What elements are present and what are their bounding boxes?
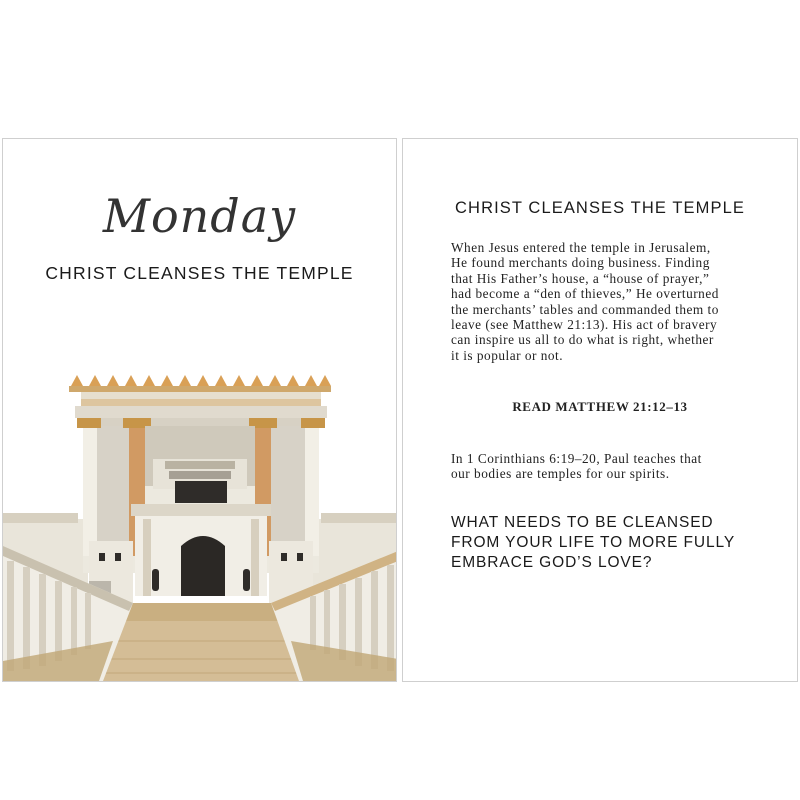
story-paragraph	[451, 240, 771, 363]
story-line: can inspire us all to do what is right, whether	[451, 332, 714, 348]
story-line: He found merchants doing business. Finding	[451, 255, 710, 271]
note-paragraph	[451, 451, 771, 482]
story-line: that His Father’s house, a “house of prayer,”	[451, 270, 710, 286]
note-line: our bodies are temples for our spirits.	[451, 466, 670, 482]
story-line: When Jesus entered the temple in Jerusalem,	[451, 240, 711, 255]
right-card	[402, 138, 798, 682]
note-line: In 1 Corinthians 6:19–20, Paul teaches that	[451, 451, 702, 466]
question-line: WHAT NEEDS TO BE CLEANSED	[451, 514, 714, 531]
question-line: EMBRACE GOD’S LOVE?	[451, 554, 653, 571]
story-line: had become a “den of thieves,” He overturned	[451, 286, 719, 302]
reflection-question	[451, 513, 781, 573]
story-line: leave (see Matthew 21:13). His act of bravery	[451, 317, 718, 333]
right-card-title: CHRIST CLEANSES THE TEMPLE	[455, 199, 745, 217]
temple-illustration	[3, 341, 397, 681]
story-line: it is popular or not.	[451, 347, 564, 363]
scripture-reference: READ MATTHEW 21:12–13	[512, 399, 688, 414]
story-line: the merchants’ tables and commanded them to	[451, 301, 719, 317]
left-card-title: CHRIST CLEANSES THE TEMPLE	[45, 263, 354, 283]
day-heading: Monday	[102, 189, 297, 243]
question-line: FROM YOUR LIFE TO MORE FULLY	[451, 534, 736, 551]
left-card	[2, 138, 397, 682]
